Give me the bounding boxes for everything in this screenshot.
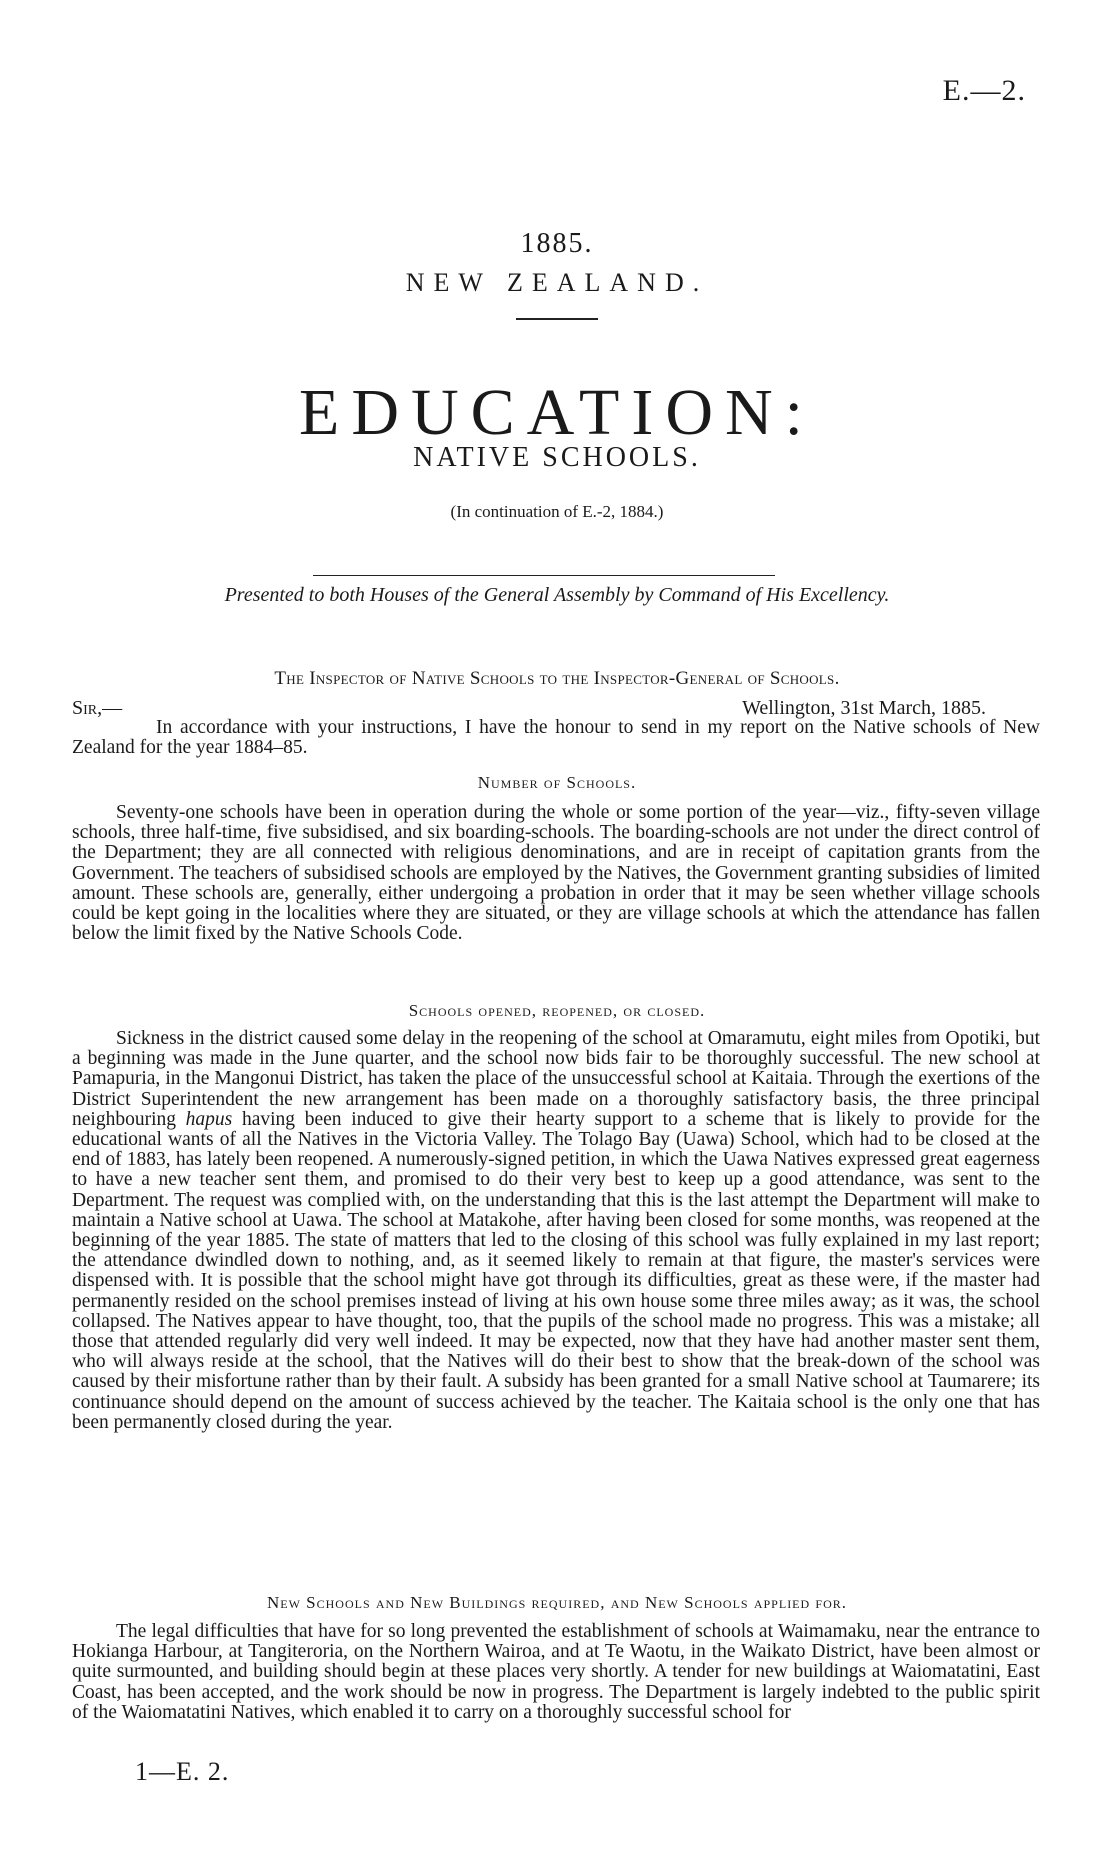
opened-italic-word: hapus	[185, 1108, 233, 1130]
report-year: 1885.	[520, 228, 594, 259]
presentation-divider	[313, 575, 775, 576]
section-heading-new: New Schools and New Buildings required, and New Schools applied for.	[266, 1593, 848, 1612]
place-date: Wellington, 31st March, 1885.	[742, 697, 986, 719]
section-heading-number: Number of Schools.	[477, 773, 637, 792]
section-new-text: The legal difficulties that have for so long prevented the establishment of schools at Waimamaku, near the entrance to Hokianga Harbour, at Tangiteroria, on the Northern Wairoa, and at Te Waotu, in the Waikato District, have been almost or quite surmounted, and building should begin at these places very shortly. A tender for new buildings at Waiomatatini, East Coast, has been accepted, and the work should be now in progress. The Department is largely indebted to the public spirit of the Waiomatatini Natives, which enabled it to carry on a thoroughly successful school for	[72, 1621, 1040, 1723]
intro-text: In accordance with your instructions, I have the honour to send in my report on the Native schools of New Zealand for the year 1884–85.	[72, 717, 1040, 759]
document-title: EDUCATION:	[299, 376, 815, 449]
letter-heading: The Inspector of Native Schools to the Inspector-General of Schools.	[274, 668, 840, 689]
continuation-note: (In continuation of E.-2, 1884.)	[450, 502, 664, 521]
salutation: Sir,—	[72, 697, 123, 719]
section-number-text: Seventy-one schools have been in operation during the whole or some portion of the year—viz., fifty-seven village schools, three half-time, five subsidised, and six boarding-schools. The boarding-schools are not under the direct control of the Department; they are all connected with religious denominations, and are in receipt of capitation grants from the Government. The teachers of subsidised schools are employed by the Natives, the Government granting subsidies of limited amount. These schools are, generally, either undergoing a probation in order that it may be seen whether village schools could be kept going in the localities where they are situated, or they are village schools at which the attendance has fallen below the limit fixed by the Native Schools Code.	[72, 802, 1040, 945]
country-name: NEW ZEALAND.	[405, 268, 709, 297]
page-reference: E.—2.	[942, 74, 1026, 107]
presentation-line: Presented to both Houses of the General Assembly by Command of His Excellency.	[224, 584, 890, 606]
title-divider	[516, 318, 598, 320]
section-new-body	[72, 1622, 1040, 1723]
section-heading-opened: Schools opened, reopened, or closed.	[408, 1001, 706, 1020]
opened-text-part-1: Sickness in the district caused some delay in the reopening of the school at Omaramutu, eight miles from Opotiki, but a beginning was made in the June quarter, and the school now bids fair to be thoroughly successful. The new school at Pamapuria, in the Mangonui District, has taken the place of the unsuccessful school at Kaitaia. Through the exertions of the District Superintendent the new arrangement has been made on a thoroughly satisfactory basis, the three principal neighbouring	[72, 1028, 1040, 1130]
document-subtitle: NATIVE SCHOOLS.	[413, 442, 701, 473]
intro-paragraph	[72, 718, 1040, 758]
section-opened-body	[72, 1029, 1040, 1433]
footer-page-reference: 1—E. 2.	[135, 1757, 230, 1786]
section-number-body	[72, 803, 1040, 944]
opened-text-part-2: having been induced to give their hearty support to a scheme that is likely to provide for the educational wants of all the Natives in the Victoria Valley. The Tolago Bay (Uawa) School, which had to be closed at the end of 1883, has lately been reopened. A numerously-signed petition, in which the Uawa Natives expressed great eagerness to have a new teacher sent them, and promised to do their very best to keep up a good attendance, was sent to the Department. The request was complied with, on the understanding that this is the last attempt the Department will make to maintain a Native school at Uawa. The school at Matakohe, after having been closed for some months, was reopened at the beginning of the year 1885. The state of matters that led to the closing of this school was fully explained in my last report; the attendance dwindled down to nothing, and, as it seemed likely to remain at that figure, the master's services were dispensed with. It is possible that the school might have got through its difficulties, great as these were, if the master had permanently resided on the school premises instead of living at his own house some three miles away; as it was, the school collapsed. The Natives appear to have thought, too, that the pupils of the school made no progress. This was a mistake; all those that attended regularly did very well indeed. It may be expected, now that they have had another master sent them, who will always reside at the school, that the Natives will do their best to show that the break-down of the school was caused by their misfortune rather than by their fault. A subsidy has been granted for a small Native school at Taumarere; its continuance should depend on the amount of success achieved by the teacher. The Kaitaia school is the only one that has been permanently closed during the year.	[72, 1108, 1041, 1433]
section-opened-text	[72, 1029, 1040, 1433]
